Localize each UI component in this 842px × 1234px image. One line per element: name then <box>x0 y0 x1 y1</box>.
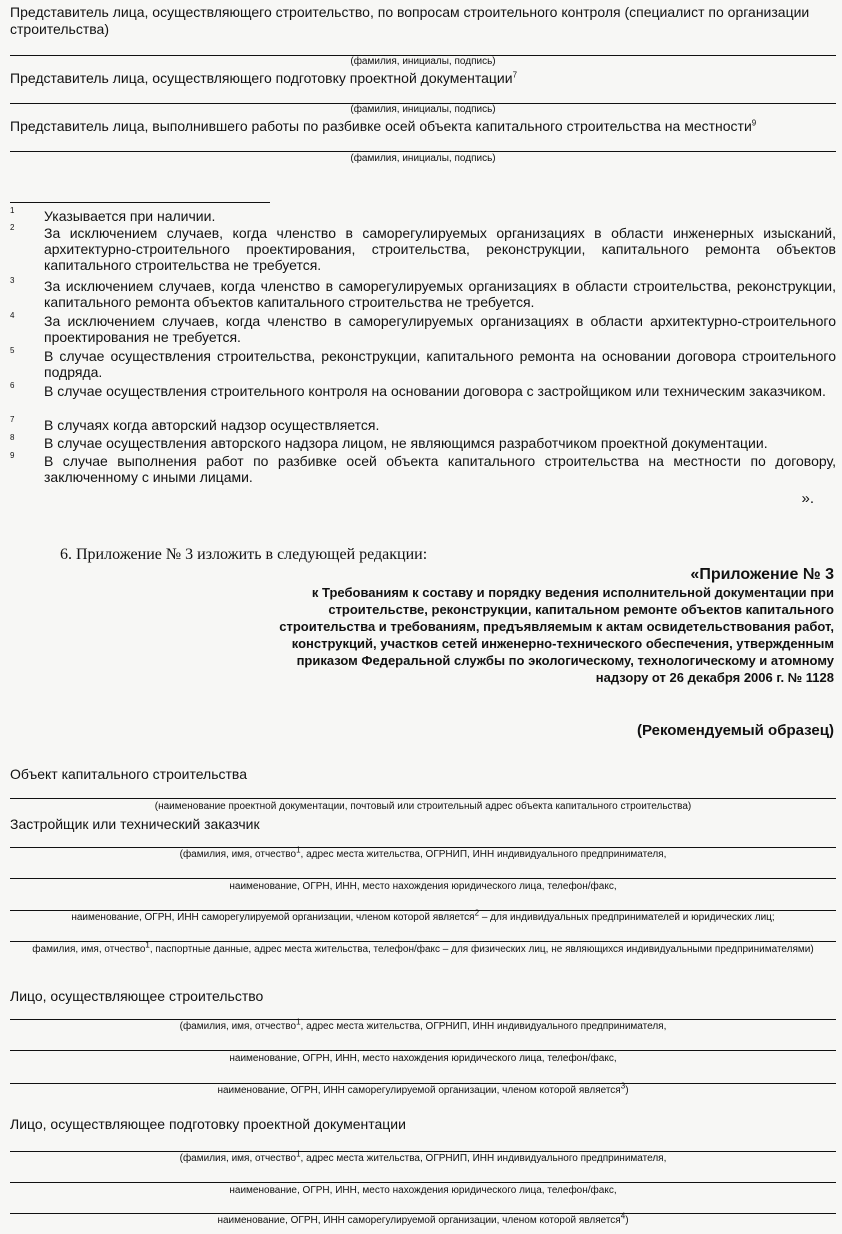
item-6-heading: 6. Приложение № 3 изложить в следующей редакции: <box>60 546 428 563</box>
footnote-2 <box>10 225 836 273</box>
footnote-number: 1 <box>10 206 15 215</box>
rep-axis-layout-footnote-ref: 9 <box>751 118 757 128</box>
developer-line-4 <box>10 941 836 942</box>
footnote-5 <box>10 348 836 380</box>
rep-axis-layout-caption: (фамилия, инициалы, подпись) <box>350 153 496 164</box>
footnote-text: В случае осуществления строительного контроля на основании договора с застройщиком или техническим заказчиком. <box>44 383 826 399</box>
footnote-number: 4 <box>10 311 15 320</box>
designer-caption-2: наименование, ОГРН, ИНН, место нахождения юридического лица, телефон/факс, <box>229 1185 617 1196</box>
footnote-text: За исключением случаев, когда членство в саморегулируемых организациях в области архитектурно-строительного проектирования не требуется. <box>44 313 836 345</box>
developer-caption-4: фамилия, имя, отчество$^1$, паспортные данные, адрес места жительства, телефон/факс – для физических лиц, не являющихся индивидуальными предпринимателями) <box>32 940 814 955</box>
footnote-3 <box>10 278 836 310</box>
footnote-9 <box>10 453 836 485</box>
footnote-text: В случае осуществления строительства, реконструкции, капитального ремонта на основании договора строительного подряда. <box>44 348 836 380</box>
developer-line-3 <box>10 910 836 911</box>
footnote-7 <box>10 417 836 433</box>
designer-caption-3: наименование, ОГРН, ИНН саморегулируемой организации, членом которой является$^4$) <box>217 1211 629 1226</box>
designer-line-1 <box>10 1151 836 1152</box>
builder-caption-3: наименование, ОГРН, ИНН саморегулируемой организации, членом которой является$^3$) <box>217 1081 629 1096</box>
object-label: Объект капитального строительства <box>10 766 248 782</box>
designer-line-2 <box>10 1182 836 1183</box>
designer-line-3 <box>10 1213 836 1214</box>
appendix-title: «Приложение № 3 <box>690 566 834 583</box>
designer-label: Лицо, осуществляющее подготовку проектной документации <box>10 1116 406 1132</box>
footnote-number: 3 <box>10 276 15 285</box>
footnote-1 <box>10 208 836 224</box>
builder-line-3 <box>10 1083 836 1084</box>
footnote-text: За исключением случаев, когда членство в саморегулируемых организациях в области инженерных изысканий, архитектурно-строительного проектирования, строительства, реконструкции, капитального ремонта объектов капитального строительства не требуется. <box>44 225 836 273</box>
footnote-8 <box>10 435 836 451</box>
footnote-number: 7 <box>10 415 15 424</box>
footnote-6 <box>10 383 836 399</box>
builder-caption-1: (фамилия, имя, отчество$^1$, адрес места жительства, ОГРНИП, ИНН индивидуального предпринимателя, <box>179 1017 667 1032</box>
rep-design-label: Представитель лица, осуществляющего подготовку проектной документации$^7$ <box>10 70 518 86</box>
footnote-separator <box>10 202 270 203</box>
footnote-4 <box>10 313 836 345</box>
footnote-number: 6 <box>10 381 15 390</box>
developer-line-1 <box>10 847 836 848</box>
footnote-text: Указывается при наличии. <box>44 208 216 224</box>
object-caption: (наименование проектной документации, почтовый или строительный адрес объекта капитального строительства) <box>154 801 692 812</box>
developer-line-2 <box>10 878 836 879</box>
developer-caption-2: наименование, ОГРН, ИНН, место нахождения юридического лица, телефон/факс, <box>229 881 617 892</box>
rep-construction-control-caption: (фамилия, инициалы, подпись) <box>350 56 496 67</box>
footnote-text: В случаях когда авторский надзор осуществляется. <box>44 417 380 433</box>
footnote-number: 5 <box>10 346 15 355</box>
rep-design-signature-line <box>10 88 836 104</box>
footnote-text: За исключением случаев, когда членство в саморегулируемых организациях в области строительства, реконструкции, капитального ремонта объектов капитального строительства не требуется. <box>44 278 836 310</box>
rep-design-footnote-ref: 7 <box>512 70 518 80</box>
rep-axis-layout-label: Представитель лица, выполнившего работы по разбивке осей объекта капитального строительства на местности$^9$ <box>10 118 757 134</box>
footnote-number: 8 <box>10 433 15 442</box>
footnote-number: 9 <box>10 451 15 460</box>
builder-line-2 <box>10 1050 836 1051</box>
appendix-header <box>274 566 834 686</box>
footnote-text: В случае осуществления авторского надзора лицом, не являющимся разработчиком проектной документации. <box>44 435 768 451</box>
builder-line-1 <box>10 1019 836 1020</box>
rep-design-caption: (фамилия, инициалы, подпись) <box>350 104 496 115</box>
developer-caption-3: наименование, ОГРН, ИНН саморегулируемой организации, членом которой является$^2$ – для индивидуальных предпринимателей и юридических лиц; <box>71 908 775 923</box>
closing-quote: ». <box>801 490 814 507</box>
developer-label: Застройщик или технический заказчик <box>10 816 260 832</box>
rep-construction-control-signature-line <box>10 36 836 56</box>
recommended-sample-label: (Рекомендуемый образец) <box>637 722 834 739</box>
rep-construction-control-label: Представитель лица, осуществляющего строительство, по вопросам строительного контроля (специалист по организации строительства) <box>10 4 810 37</box>
rep-axis-layout-signature-line <box>10 136 836 152</box>
builder-caption-2: наименование, ОГРН, ИНН, место нахождения юридического лица, телефон/факс, <box>229 1053 617 1064</box>
builder-label: Лицо, осуществляющее строительство <box>10 988 264 1004</box>
object-line <box>10 798 836 799</box>
developer-caption-1: (фамилия, имя, отчество$^1$, адрес места жительства, ОГРНИП, ИНН индивидуального предпринимателя, <box>179 845 667 860</box>
designer-caption-1: (фамилия, имя, отчество$^1$, адрес места жительства, ОГРНИП, ИНН индивидуального предпринимателя, <box>179 1149 667 1164</box>
footnote-text: В случае выполнения работ по разбивке осей объекта капитального строительства на местности по договору, заключенному с иными лицами. <box>44 453 836 485</box>
footnote-number: 2 <box>10 223 15 232</box>
appendix-subtitle: к Требованиям к составу и порядку ведения исполнительной документации при строительстве, реконструкции, капитальном ремонте объектов капитального строительства и требованиям, предъявляемым к актам освидетельствования работ, конструкций, участков сетей инженерно-технического обеспечения, утвержденным приказом Федеральной службы по экологическому, технологическому и атомному надзору от 26 декабря 2006 г. № 1128 <box>279 585 834 685</box>
